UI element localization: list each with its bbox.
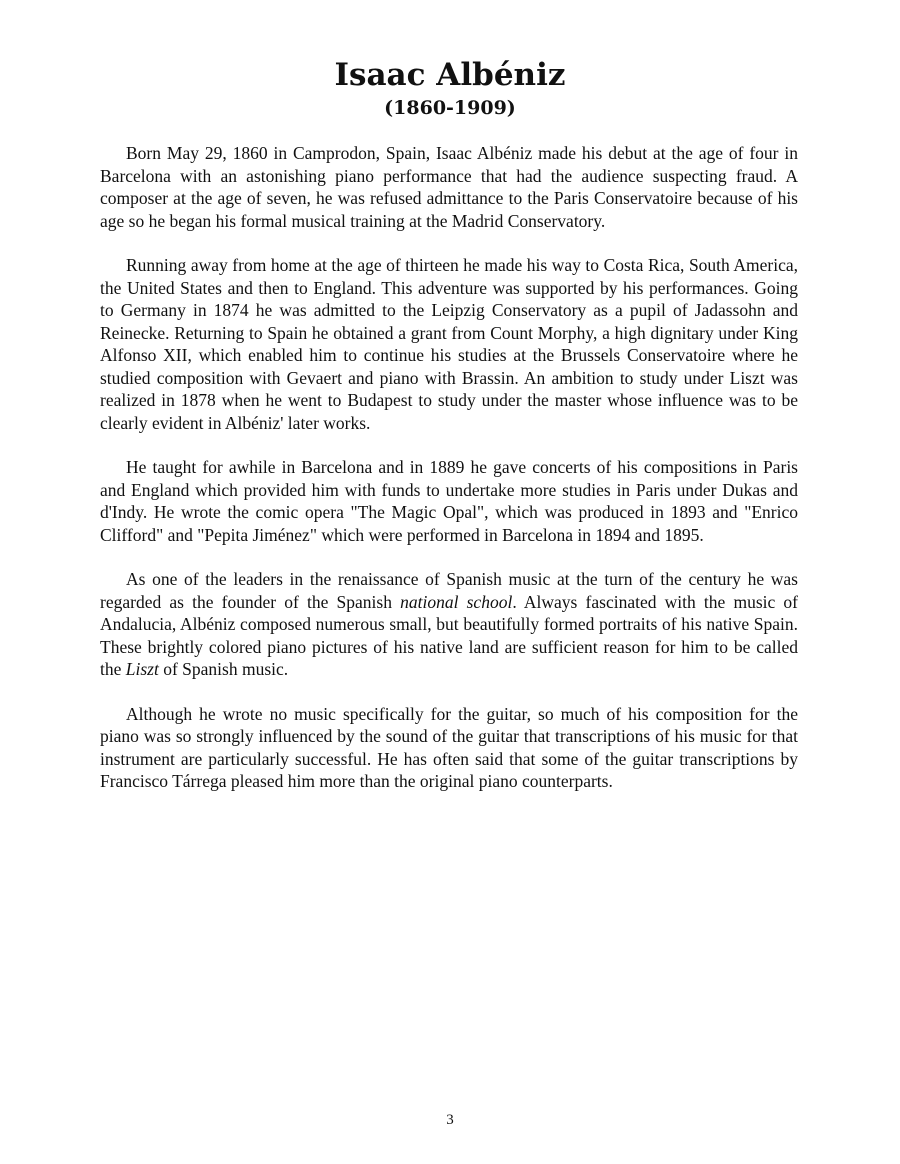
paragraph-text-part: of Spanish music. — [158, 659, 289, 679]
emphasis-national-school: national school — [400, 591, 513, 612]
paragraph-text-part: . Always fascinated with the music of Andalucia, Albéniz composed numerous small, but beautifully formed portraits of his native Spain. These brightly colored piano pictures of his native land are sufficient reason for him to be called the — [100, 591, 798, 679]
paragraph-guitar-transcriptions: Although he wrote no music specifically for the guitar, so much of his composition for the piano was so strongly influenced by the sound of the guitar that transcriptions of his music for that instrument are particularly successful. He has often said that some of the guitar transcriptions by Francisco Tárrega pleased him more than the original piano counterparts. — [100, 703, 798, 791]
paragraph-text-part: As one of the leaders in the renaissance of Spanish music at the turn of the century he was regarded as the founder of the Spanish — [100, 569, 798, 612]
emphasis-liszt: Liszt — [125, 659, 159, 679]
paragraph-national-school — [100, 568, 798, 681]
page-title: Isaac Albéniz — [334, 57, 566, 93]
paragraph-career-operas: He taught for awhile in Barcelona and in 1889 he gave concerts of his compositions in Paris and England which provided him with funds to undertake more studies in Paris under Dukas and d'Indy. He wrote the comic opera "The Magic Opal", which was produced in 1893 and "Enrico Clifford" and "Pepita Jiménez" which were performed in Barcelona in 1894 and 1895. — [100, 457, 798, 545]
biography-body — [100, 142, 798, 815]
paragraph-travels-training: Running away from home at the age of thirteen he made his way to Costa Rica, South America, the United States and then to England. This adventure was supported by his performances. Going to Germany in 1874 he was admitted to the Leipzig Conservatory as a pupil of Jadassohn and Reinecke. Returning to Spain he obtained a grant from Count Morphy, a high dignitary under King Alfonso XII, which enabled him to continue his studies at the Brussels Conservatoire where he studied composition with Gevaert and piano with Brassin. An ambition to study under Liszt was realized in 1878 when he went to Budapest to study under the master whose influence was to be clearly evident in Albéniz' later works. — [100, 255, 798, 433]
paragraph-early-life: Born May 29, 1860 in Camprodon, Spain, Isaac Albéniz made his debut at the age of four in Barcelona with an astonishing piano performance that had the audience suspecting fraud. A composer at the age of seven, he was refused admittance to the Paris Conservatoire because of his age so he began his formal musical training at the Madrid Conservatory. — [100, 143, 798, 231]
page-number: 3 — [446, 1112, 454, 1128]
life-dates: (1860-1909) — [384, 97, 516, 119]
